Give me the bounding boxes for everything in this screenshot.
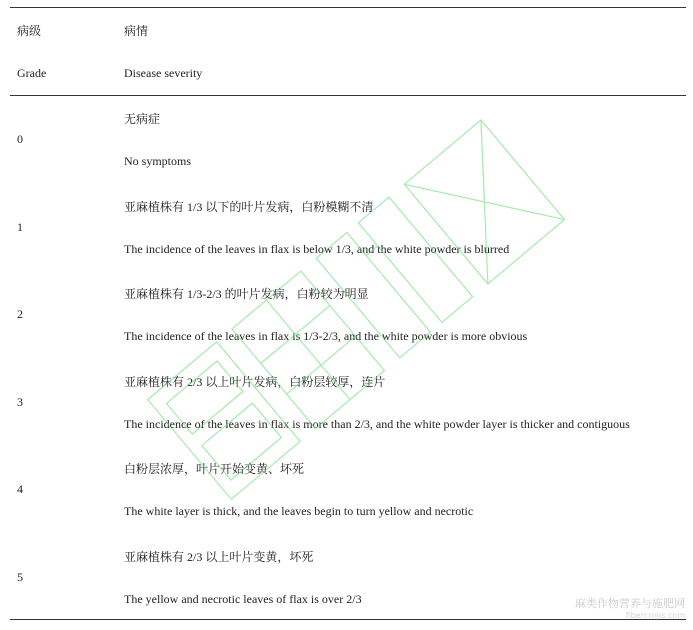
row-1-grade: 1 xyxy=(17,220,23,234)
row-5-en: The yellow and necrotic leaves of flax is over 2/3 xyxy=(124,592,362,606)
row-4-cn: 白粉层浓厚，叶片开始变黄、坏死 xyxy=(124,462,305,476)
footer-watermark xyxy=(575,598,685,622)
row-2-cn: 亚麻植株有 1/3-2/3 的叶片发病，白粉较为明显 xyxy=(124,287,369,301)
row-4-grade: 4 xyxy=(17,482,23,496)
header-grade-cn: 病级 xyxy=(17,24,42,38)
row-0-cn: 无病症 xyxy=(124,112,161,126)
header-grade-en: Grade xyxy=(17,66,47,80)
footer-watermark-url: fibercrops.com xyxy=(625,611,685,620)
header-severity-en: Disease severity xyxy=(124,66,203,80)
row-1-cn: 亚麻植株有 1/3 以下的叶片发病，白粉模糊不清 xyxy=(124,200,374,214)
row-3-en: The incidence of the leaves in flax is more than 2/3, and the white powder layer is thicker and contiguous xyxy=(124,417,630,431)
row-0-grade: 0 xyxy=(17,132,23,146)
row-4-en: The white layer is thick, and the leaves begin to turn yellow and necrotic xyxy=(124,504,474,518)
row-2-grade: 2 xyxy=(17,307,23,321)
watermark-logo xyxy=(98,58,618,558)
row-5-grade: 5 xyxy=(17,570,23,584)
table-header-rule xyxy=(10,95,686,96)
row-5-cn: 亚麻植株有 2/3 以上叶片变黄，坏死 xyxy=(124,550,314,564)
row-1-en: The incidence of the leaves in flax is below 1/3, and the white powder is blurred xyxy=(124,242,510,256)
row-3-cn: 亚麻植株有 2/3 以上叶片发病，白粉层较厚，连片 xyxy=(124,375,386,389)
table-top-rule xyxy=(10,7,686,8)
row-3-grade: 3 xyxy=(17,395,23,409)
row-2-en: The incidence of the leaves in flax is 1/3-2/3, and the white powder is more obvious xyxy=(124,329,528,343)
row-0-en: No symptoms xyxy=(124,154,192,168)
header-severity-cn: 病情 xyxy=(124,24,149,38)
footer-watermark-text: 麻类作物营养与施肥网 xyxy=(575,597,685,610)
